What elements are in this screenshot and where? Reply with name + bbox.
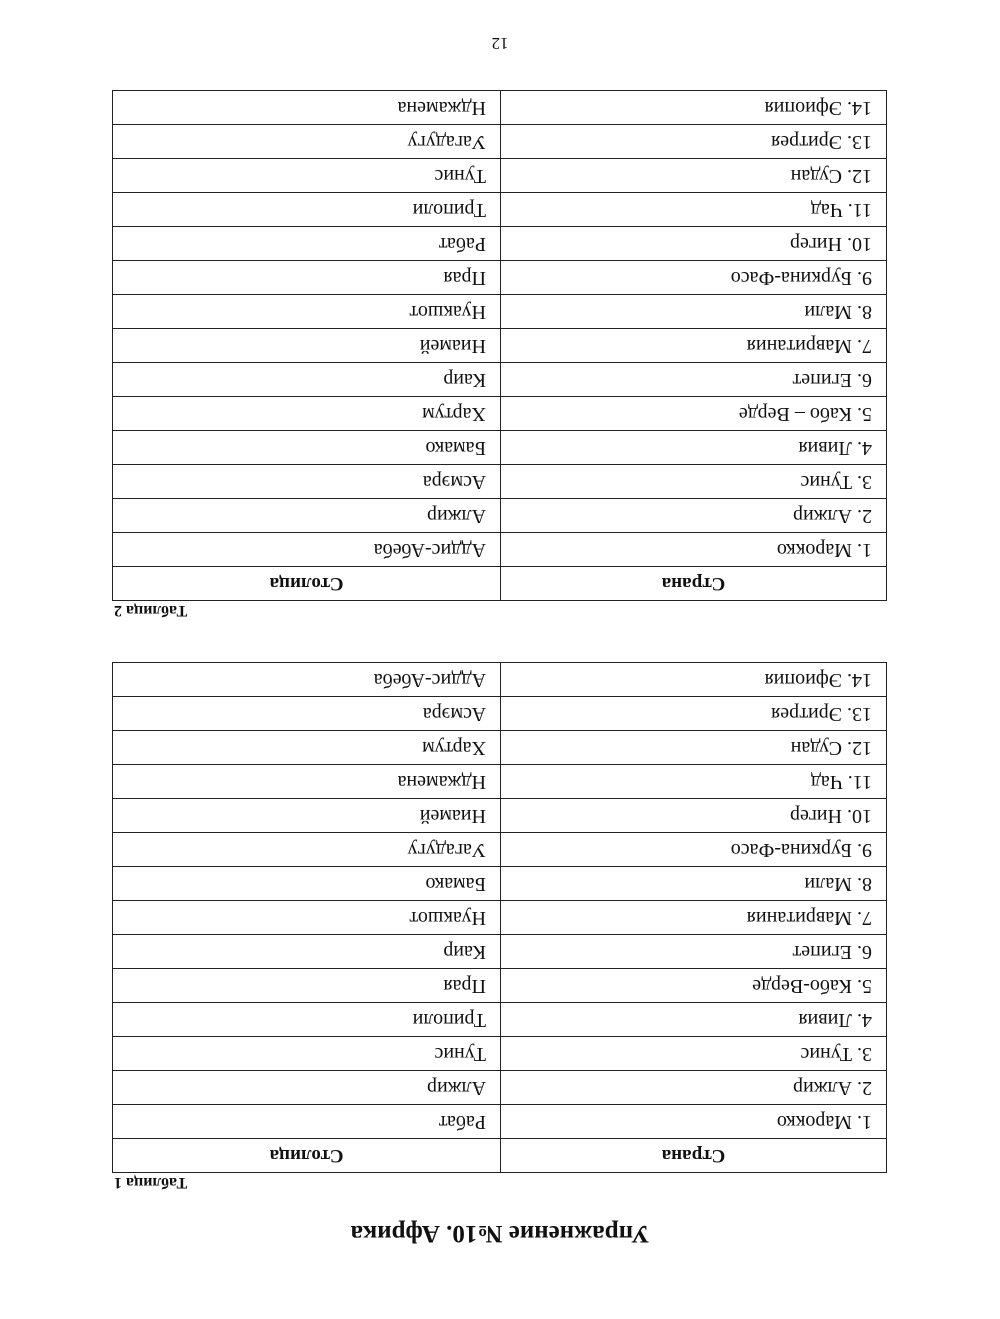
capital-cell: Хартум (113, 397, 501, 431)
table-row (113, 833, 887, 867)
capital-cell: Алжир (113, 1071, 501, 1105)
country-cell: 7. Мавритания (501, 901, 887, 935)
table-row (113, 397, 887, 431)
country-cell: 6. Египет (501, 935, 887, 969)
capital-cell: Бамако (113, 867, 501, 901)
table2 (112, 90, 887, 601)
country-cell: 13. Эритрея (501, 697, 887, 731)
country-cell: 8. Мали (501, 867, 887, 901)
country-cell: 1. Марокко (501, 1105, 887, 1139)
capital-cell: Прая (113, 261, 501, 295)
table2-header-capital: Столица (113, 567, 501, 601)
country-cell: 13. Эритрея (501, 125, 887, 159)
table-row (113, 799, 887, 833)
table1 (112, 662, 887, 1173)
capital-cell: Хартум (113, 731, 501, 765)
table-row (113, 765, 887, 799)
country-cell: 2. Алжир (501, 499, 887, 533)
country-cell: 4. Ливия (501, 1003, 887, 1037)
table-row (113, 465, 887, 499)
capital-cell: Ниамей (113, 329, 501, 363)
capital-cell: Алжир (113, 499, 501, 533)
table2-body (113, 91, 887, 567)
table2-caption: Таблица 2 (114, 602, 188, 619)
country-cell: 5. Кабо-Верде (501, 969, 887, 1003)
capital-cell: Каир (113, 935, 501, 969)
table-row (113, 533, 887, 567)
country-cell: 6. Египет (501, 363, 887, 397)
country-cell: 9. Буркина-Фасо (501, 261, 887, 295)
table-row (113, 697, 887, 731)
table-row (113, 1071, 887, 1105)
table-row (113, 663, 887, 697)
capital-cell: Триполи (113, 193, 501, 227)
capital-cell: Асмэра (113, 465, 501, 499)
page-number: 12 (491, 34, 509, 53)
table1-header-country: Страна (501, 1139, 887, 1173)
capital-cell: Асмэра (113, 697, 501, 731)
country-cell: 3. Тунис (501, 465, 887, 499)
country-cell: 10. Нигер (501, 799, 887, 833)
country-cell: 4. Ливия (501, 431, 887, 465)
capital-cell: Рабат (113, 1105, 501, 1139)
table-row (113, 295, 887, 329)
country-cell: 8. Мали (501, 295, 887, 329)
table1-body (113, 663, 887, 1139)
capital-cell: Тунис (113, 159, 501, 193)
table-row (113, 431, 887, 465)
country-cell: 7. Мавритания (501, 329, 887, 363)
country-cell: 14. Эфиопия (501, 663, 887, 697)
page-title: Упражнение №10. Африка (350, 1220, 650, 1247)
country-cell: 2. Алжир (501, 1071, 887, 1105)
table-row (113, 969, 887, 1003)
capital-cell: Ниамей (113, 799, 501, 833)
table-row (113, 1003, 887, 1037)
country-cell: 10. Нигер (501, 227, 887, 261)
table2-header-country: Страна (501, 567, 887, 601)
table-row (113, 499, 887, 533)
country-cell: 3. Тунис (501, 1037, 887, 1071)
capital-cell: Триполи (113, 1003, 501, 1037)
table-row (113, 731, 887, 765)
capital-cell: Уагадугу (113, 125, 501, 159)
country-cell: 12. Судан (501, 731, 887, 765)
table-row (113, 1037, 887, 1071)
capital-cell: Нуакшот (113, 901, 501, 935)
table-row (113, 329, 887, 363)
country-cell: 5. Кабо – Верде (501, 397, 887, 431)
capital-cell: Аддис-Абеба (113, 533, 501, 567)
table-row (113, 867, 887, 901)
table-row (113, 227, 887, 261)
capital-cell: Аддис-Абеба (113, 663, 501, 697)
table-row (113, 193, 887, 227)
capital-cell: Каир (113, 363, 501, 397)
capital-cell: Уагадугу (113, 833, 501, 867)
country-cell: 11. Чад (501, 193, 887, 227)
country-cell: 12. Судан (501, 159, 887, 193)
capital-cell: Бамако (113, 431, 501, 465)
table1-header-row (113, 1139, 887, 1173)
country-cell: 1. Марокко (501, 533, 887, 567)
capital-cell: Нуакшот (113, 295, 501, 329)
capital-cell: Тунис (113, 1037, 501, 1071)
capital-cell: Нджамена (113, 765, 501, 799)
country-cell: 14. Эфиопия (501, 91, 887, 125)
table-row (113, 935, 887, 969)
country-cell: 9. Буркина-Фасо (501, 833, 887, 867)
table-row (113, 901, 887, 935)
country-cell: 11. Чад (501, 765, 887, 799)
table1-caption: Таблица 1 (114, 1174, 188, 1191)
table-row (113, 125, 887, 159)
capital-cell: Прая (113, 969, 501, 1003)
table-row (113, 159, 887, 193)
table-row (113, 261, 887, 295)
capital-cell: Рабат (113, 227, 501, 261)
capital-cell: Нджамена (113, 91, 501, 125)
table2-header-row (113, 567, 887, 601)
table-row (113, 91, 887, 125)
table1-header-capital: Столица (113, 1139, 501, 1173)
table-row (113, 363, 887, 397)
table-row (113, 1105, 887, 1139)
